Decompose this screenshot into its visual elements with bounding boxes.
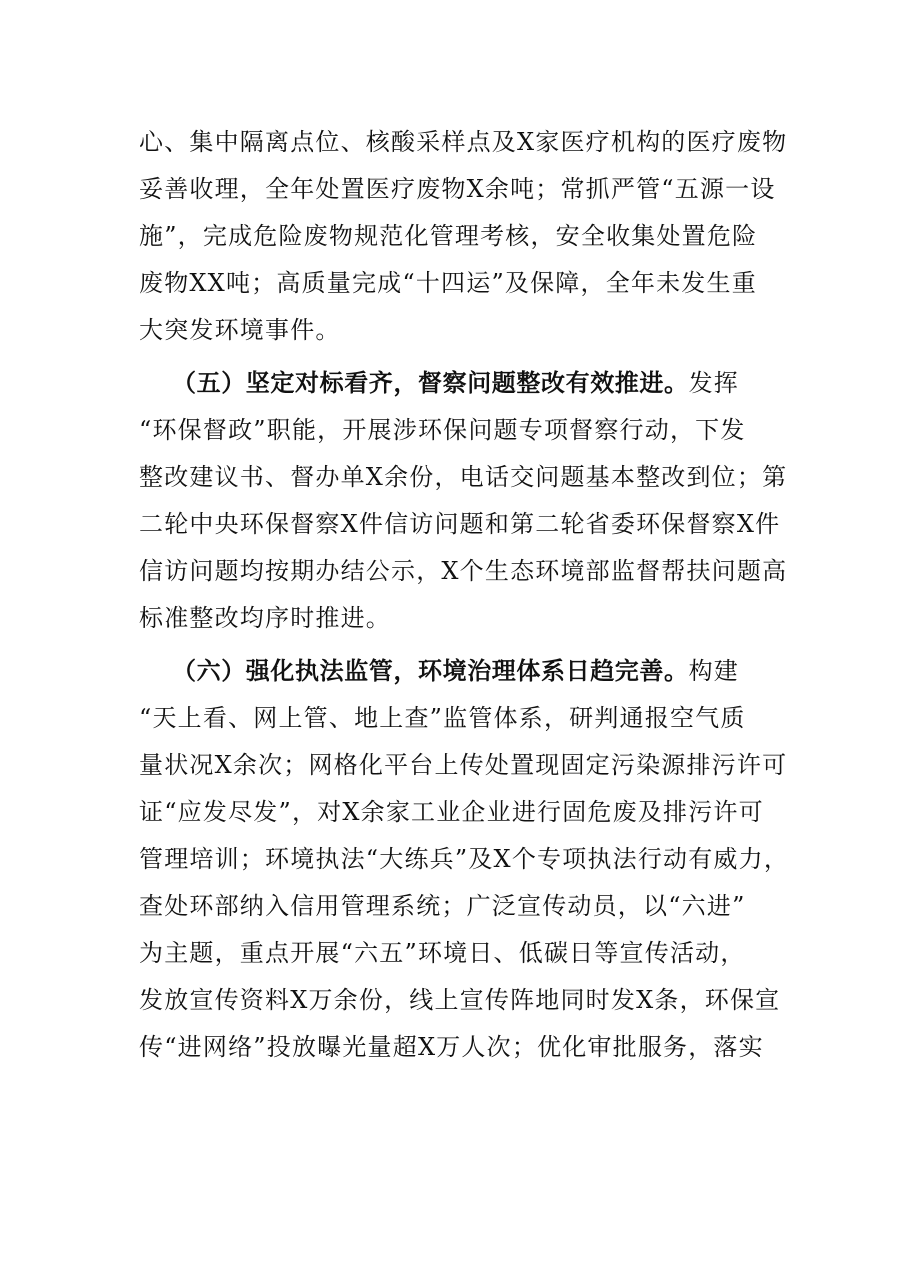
paragraph-line <box>139 985 780 1015</box>
line-text: 施”，完成危险废物规范化管理考核，安全收集处置危险 <box>139 222 758 250</box>
paragraph-line <box>139 844 789 874</box>
line-text: 发放宣传资料X万余份，线上宣传阵地同时发X条，环保宣 <box>139 986 781 1014</box>
paragraph-line <box>139 556 787 586</box>
line-text: 妥善收理，全年处置医疗废物X余吨；常抓严管“五源一设 <box>139 175 776 203</box>
line-text: 量状况X余次；网格化平台上传处置现固定污染源排污许可 <box>139 751 788 779</box>
line-text: “天上看、网上管、地上查”监管体系，研判通报空气质 <box>139 704 746 732</box>
section-heading: （五）坚定对标看齐，督察问题整改有效推进。 <box>172 369 689 397</box>
line-text: 传“进网络”投放曝光量超X万人次；优化审批服务，落实 <box>139 1033 764 1061</box>
line-text: 查处环部纳入信用管理系统；广泛宣传动员，以“六进” <box>139 892 746 920</box>
paragraph-line <box>139 1032 764 1062</box>
paragraph-line <box>139 127 787 157</box>
paragraph-line <box>139 703 746 733</box>
line-text: 证“应发尽发”，对X余家工业企业进行固危废及排污许可 <box>139 798 764 826</box>
paragraph-line <box>139 603 391 633</box>
line-text: 废物XX吨；高质量完成“十四运”及保障，全年未发生重 <box>139 269 757 297</box>
paragraph-line <box>139 509 780 539</box>
paragraph-line <box>139 462 787 492</box>
paragraph-line <box>139 750 787 780</box>
line-text: 整改建议书、督办单X余份，电话交问题基本整改到位；第 <box>139 463 788 491</box>
paragraph-line <box>139 891 746 921</box>
section-heading: （六）强化执法监管，环境治理体系日趋完善。 <box>172 657 689 685</box>
line-text: 信访问题均按期办结公示，X个生态环境部监督帮扶问题高 <box>139 557 788 585</box>
line-text: 发挥 <box>688 369 740 397</box>
paragraph-line <box>139 174 776 204</box>
line-text: 标准整改均序时推进。 <box>139 604 391 632</box>
line-text: “环保督政”职能，开展涉环保问题专项督察行动，下发 <box>139 416 746 444</box>
paragraph-line <box>139 938 746 968</box>
line-text: 大突发环境事件。 <box>139 316 341 344</box>
paragraph-line <box>139 221 757 251</box>
line-text: 管理培训；环境执法“大练兵”及X个专项执法行动有威力， <box>139 845 790 873</box>
paragraph-line <box>139 797 764 827</box>
line-text: 心、集中隔离点位、核酸采样点及X家医疗机构的医疗废物 <box>139 128 788 156</box>
section-heading-line <box>172 656 739 686</box>
section-heading-line <box>172 368 739 398</box>
line-text: 构建 <box>688 657 740 685</box>
line-text: 二轮中央环保督察X件信访问题和第二轮省委环保督察X件 <box>139 510 781 538</box>
paragraph-line <box>139 315 341 345</box>
line-text: 为主题，重点开展“六五”环境日、低碳日等宣传活动， <box>139 939 746 967</box>
paragraph-line <box>139 268 757 298</box>
paragraph-line <box>139 415 746 445</box>
